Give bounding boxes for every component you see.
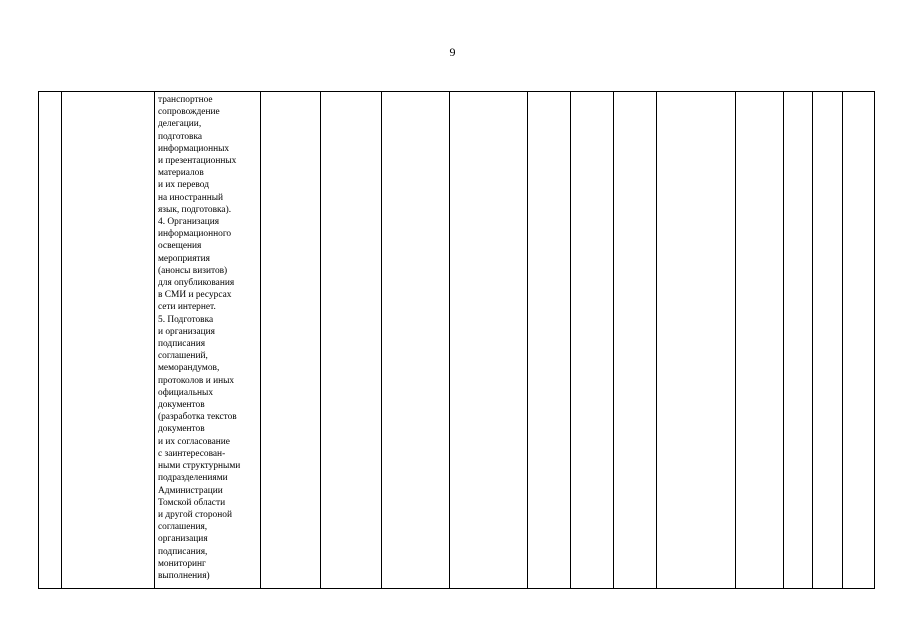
- description-text: транспортное сопровождение делегации, подготовка информационных и презентационных материалов и их перевод на иностранный язык, подготовка). 4. Организация информационного освещения мероприятия (анонсы визитов) для опубликования в СМИ и ресурсах сети интернет. 5. Подготовка и организация подписания соглашений, меморандумов, протоколов и иных официальных документов (разработка текстов документов и их согласование с заинтересован- ными структурными подразделениями Администрации Томской области и другой стороной соглашения, организация подписания, мониторинг выполнения): [158, 95, 241, 581]
- table-cell-number: [39, 92, 62, 589]
- table-cell: [571, 92, 614, 589]
- table-cell: [843, 92, 875, 589]
- document-table: [38, 91, 875, 589]
- table-cell: [736, 92, 784, 589]
- table-cell: [450, 92, 528, 589]
- table-cell: [528, 92, 571, 589]
- table-cell: [261, 92, 321, 589]
- table-cell: [813, 92, 843, 589]
- table-cell: [321, 92, 382, 589]
- table-cell-activity: [62, 92, 155, 589]
- table-cell: [382, 92, 450, 589]
- table-cell: [657, 92, 736, 589]
- table-cell: [614, 92, 657, 589]
- table-cell: [784, 92, 813, 589]
- table-row: [39, 92, 875, 589]
- table-cell-description: [155, 92, 261, 589]
- page-number: 9: [449, 45, 456, 59]
